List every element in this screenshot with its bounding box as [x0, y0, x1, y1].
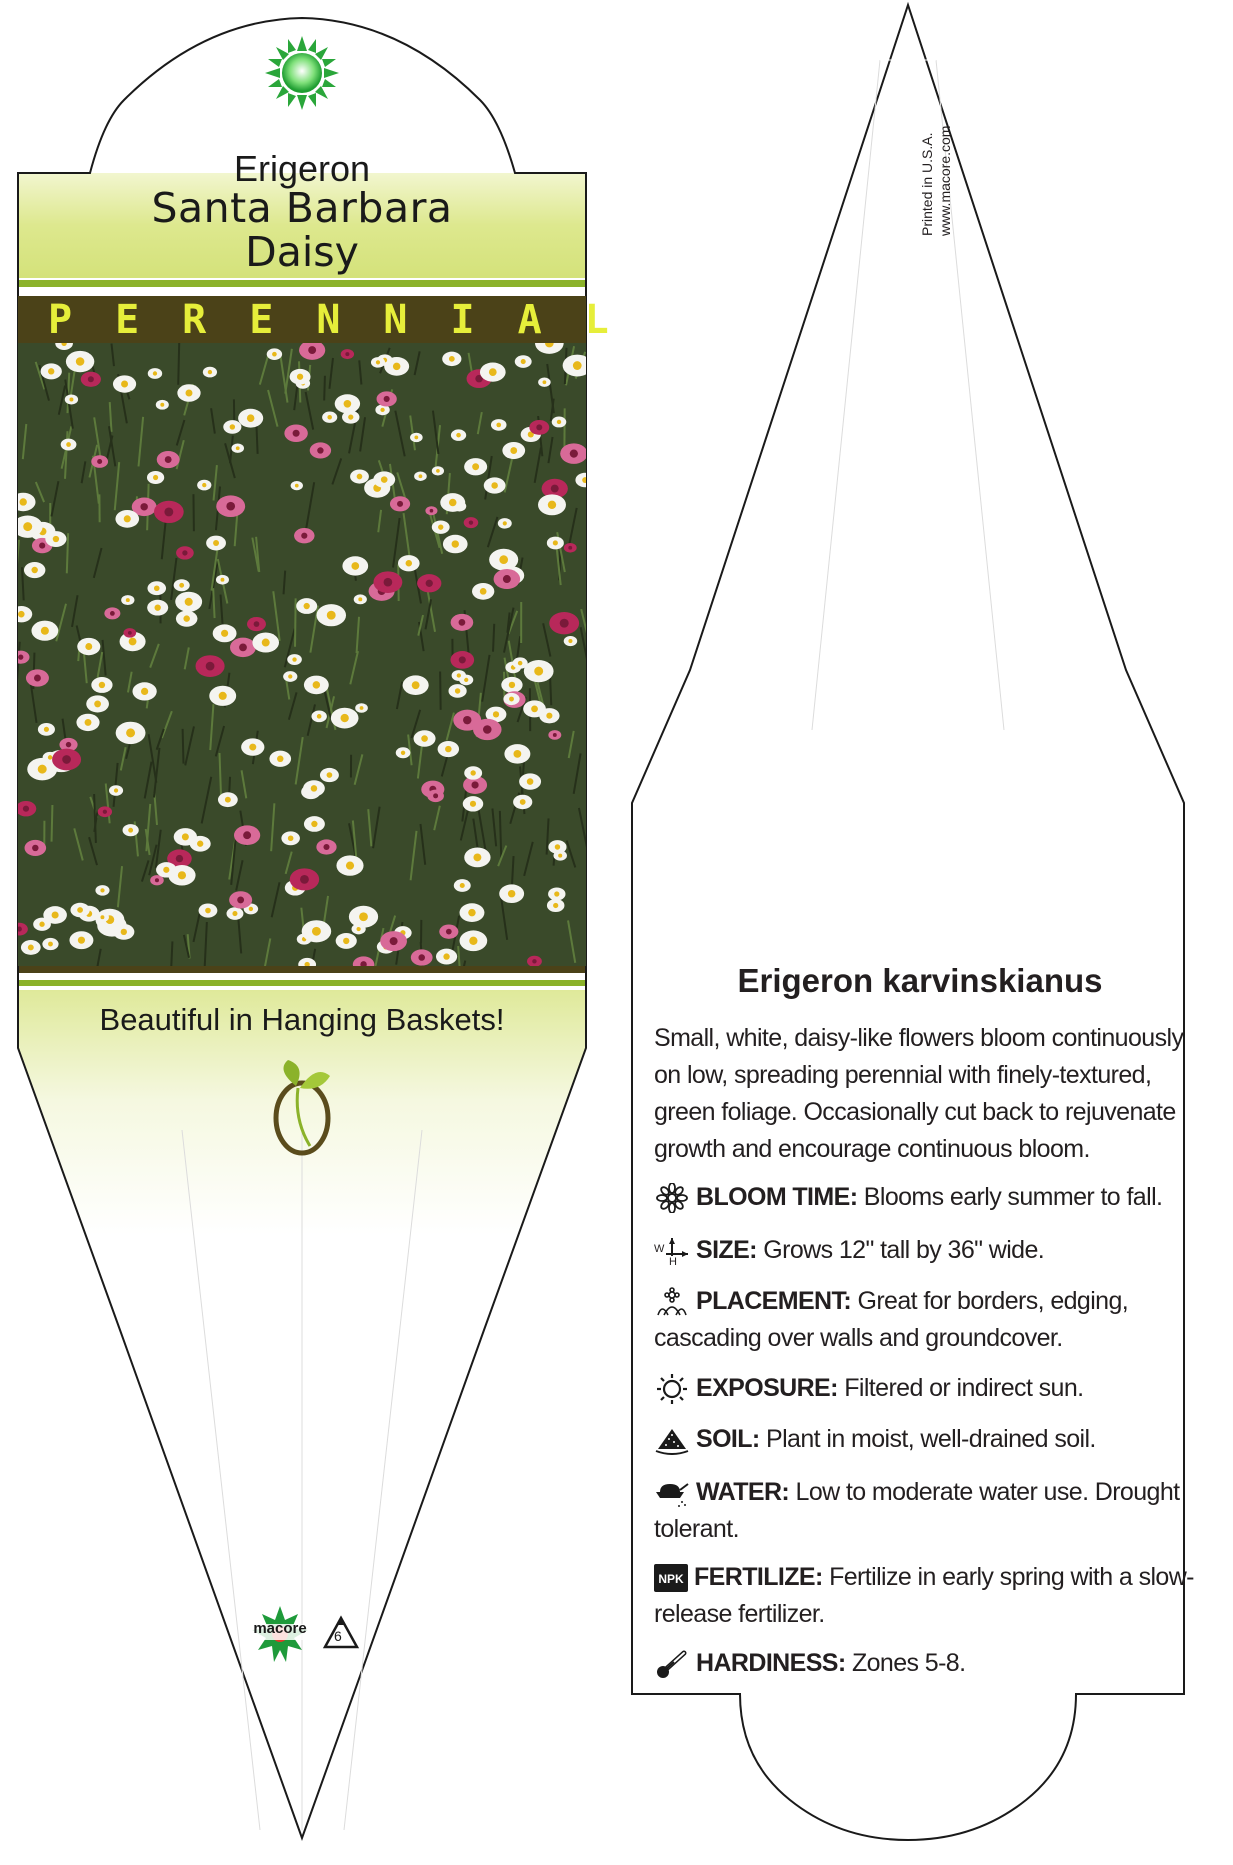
attribute-text: Zones 5-8. [851, 1649, 966, 1677]
plant-photo [18, 343, 586, 966]
sun-logo-icon [265, 36, 339, 110]
attribute-text: Filtered or indirect sun. [844, 1374, 1084, 1402]
watering-can-icon [654, 1478, 690, 1508]
attribute-fertilize [654, 1559, 1222, 1633]
placement-icon [654, 1287, 690, 1317]
size-icon-w: W [654, 1243, 664, 1256]
attribute-label: EXPOSURE: [696, 1374, 838, 1402]
genus-name: Erigeron [233, 148, 371, 189]
printing-info [918, 76, 954, 236]
attribute-label: HARDINESS: [696, 1649, 846, 1677]
botanical-name: Erigeron karvinskianus [737, 962, 1103, 999]
category-bar [18, 296, 652, 343]
npk-icon [654, 1564, 688, 1592]
attribute-label: SOIL: [696, 1425, 760, 1453]
attribute-label: WATER: [696, 1478, 790, 1506]
soil-icon [654, 1425, 690, 1455]
common-name-line2: Daisy [245, 228, 359, 276]
daisy-field-image [18, 343, 586, 966]
attribute-label: PLACEMENT: [696, 1287, 852, 1315]
attribute-label: BLOOM TIME: [696, 1183, 858, 1211]
tagline: Beautiful in Hanging Baskets! [99, 1002, 505, 1037]
macore-logo-text: macore [253, 1620, 307, 1637]
attribute-text: Low to moderate water use. Drought tolerant. [654, 1478, 1180, 1543]
attribute-label: FERTILIZE: [694, 1563, 823, 1591]
attribute-exposure [654, 1370, 1222, 1407]
printed-in-label: Printed in U.S.A. [919, 132, 935, 236]
recycle-code: 6 [334, 1628, 342, 1644]
thermometer-icon [654, 1649, 690, 1679]
category-label: PERENNIAL [48, 296, 652, 343]
website-label: www.macore.com [937, 125, 953, 236]
attribute-soil [654, 1421, 1222, 1458]
attribute-text: Grows 12" tall by 36" wide. [763, 1236, 1045, 1264]
flower-icon [654, 1183, 690, 1213]
attribute-hardiness [654, 1645, 1222, 1682]
plant-description: Small, white, daisy-like flowers bloom continuously on low, spreading perennial with finely-textured, green foliage. Occasionally cut back to rejuvenate growth and encourage continuous bloom. [654, 1024, 1184, 1163]
sun-icon [654, 1374, 690, 1404]
attribute-water [654, 1474, 1222, 1548]
attribute-bloom-time [654, 1179, 1222, 1216]
attribute-size [654, 1232, 1222, 1269]
attribute-placement [654, 1283, 1222, 1357]
attribute-text: Blooms early summer to fall. [863, 1183, 1163, 1211]
attribute-text: Great for borders, edging, cascading over walls and groundcover. [654, 1287, 1129, 1352]
size-icon [654, 1236, 690, 1269]
attribute-label: SIZE: [696, 1236, 757, 1264]
attribute-text: Fertilize in early spring with a slow-release fertilizer. [654, 1563, 1194, 1628]
npk-icon-text: NPK [658, 1572, 684, 1587]
common-name-line1: Santa Barbara [151, 184, 453, 232]
size-icon-h: H [669, 1256, 677, 1269]
attribute-text: Plant in moist, well-drained soil. [766, 1425, 1096, 1453]
